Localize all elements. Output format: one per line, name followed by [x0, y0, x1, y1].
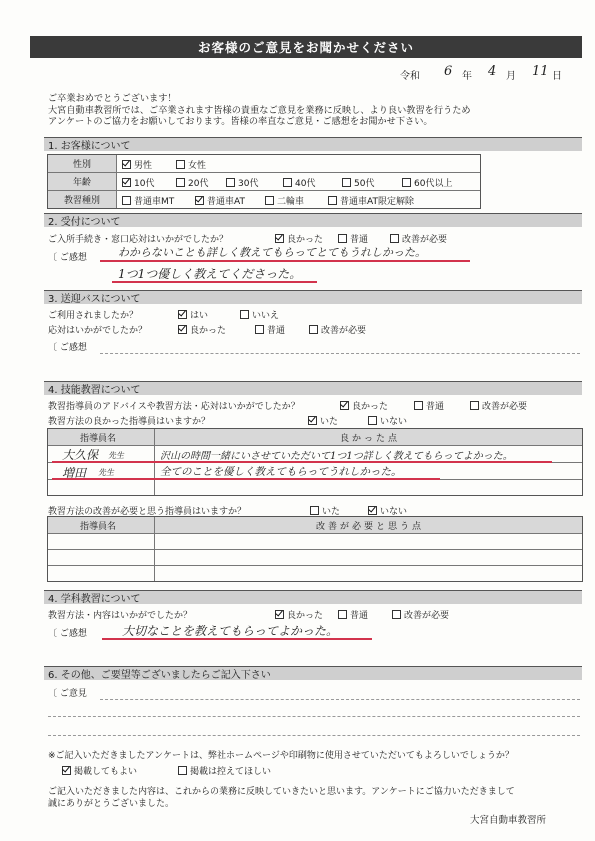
date-year-unit: 年 [462, 71, 472, 82]
section-1-heading: 1. お客様について [44, 137, 582, 151]
skill-question: 教習指導員のアドバイスや教習方法・応対はいかがでしたか？ [48, 402, 300, 412]
col-instructor-name: 指導員名 [79, 434, 116, 444]
age-30s-option[interactable]: 30代 [226, 176, 258, 189]
underline [102, 638, 372, 640]
improve-instructor-yes-option[interactable]: いた [310, 504, 340, 517]
improve-instructor-question: 教習方法の改善が必要と思う指導員はいますか？ [48, 507, 247, 517]
good-instructor-yes-option[interactable]: いた [308, 414, 338, 427]
lecture-question: 教習方法・内容はいかがでしたか？ [48, 611, 193, 621]
date-day: 11 [532, 64, 549, 79]
company-name: 大宮自動車教習所 [470, 815, 547, 826]
lecture-comment: 大切なことを教えてもらってよかった。 [122, 624, 339, 638]
reception-comment-1: わからないことも詳しく教えてもらってとてもうれしかった。 [118, 246, 426, 259]
reception-good-option[interactable]: 良かった [275, 232, 323, 245]
comment-line [48, 735, 580, 736]
comment-line [100, 699, 580, 700]
col-good-points: 良かった点 [339, 434, 400, 444]
good-instructor-no-option[interactable]: いない [368, 414, 407, 427]
thanks-line-1: ご記入いただきました内容は、これからの業務に反映していきたいと思います。アンケートにご協力いただきまして [48, 787, 515, 797]
instructor-2-title: 先生 [98, 468, 114, 477]
instructor-1-name: 大久保 [62, 448, 99, 462]
date-day-unit: 日 [552, 71, 562, 82]
bus-improve-option[interactable]: 改善が必要 [309, 323, 366, 336]
comment-line [100, 353, 580, 354]
customer-info-table [47, 154, 481, 209]
age-20s-option[interactable]: 20代 [176, 176, 208, 189]
gender-label: 性別 [48, 155, 116, 172]
bus-normal-option[interactable]: 普通 [255, 323, 285, 336]
col-improve-points: 改善が必要と思う点 [315, 522, 424, 532]
publish-notice: ※ご記入いただきましたアンケートは、弊社ホームページや印刷物に使用させていただいてもよろしいでしょうか？ [48, 751, 514, 761]
bus-usage-question: ご利用されましたか？ [48, 311, 139, 321]
lecture-improve-option[interactable]: 改善が必要 [392, 608, 449, 621]
thanks-text [48, 786, 588, 810]
reception-improve-option[interactable]: 改善が必要 [390, 232, 447, 245]
type-at-release-option[interactable]: 普通車AT限定解除 [328, 194, 414, 207]
publish-yes-option[interactable]: 掲載してもよい [62, 764, 137, 777]
intro-line-2: 大宮自動車教習所では、ご卒業されます皆様の貴重なご意見を業務に反映し、より良い教習を行うため [48, 104, 471, 116]
section-2-heading: 2. 受付について [44, 213, 582, 227]
date-year: 6 [444, 64, 453, 79]
date-era: 令和 [400, 71, 420, 82]
age-50s-option[interactable]: 50代 [342, 176, 374, 189]
age-60s-option[interactable]: 60代以上 [402, 176, 452, 189]
publish-no-option[interactable]: 掲載は控えてほしい [178, 764, 271, 777]
lecture-comment-label: 〔 ご感想 [48, 629, 87, 639]
underline [112, 281, 317, 283]
date-row [400, 64, 580, 83]
reception-normal-option[interactable]: 普通 [338, 232, 368, 245]
underline [52, 478, 440, 480]
reception-comment-2: 1つ1つ優しく教えてくださった。 [118, 267, 302, 281]
improve-instructor-table [47, 516, 583, 582]
age-label: 年齢 [48, 173, 116, 190]
improve-instructor-no-option[interactable]: いない [368, 504, 407, 517]
request-comment-label: 〔 ご意見 [48, 689, 87, 699]
intro-line-1: ご卒業おめでとうございます！ [48, 93, 177, 104]
underline [100, 260, 470, 262]
bus-used-yes-option[interactable]: はい [178, 308, 208, 321]
section-3-heading: 3. 送迎バスについて [44, 290, 582, 304]
lecture-normal-option[interactable]: 普通 [338, 608, 368, 621]
gender-female-option[interactable]: 女性 [176, 158, 206, 171]
type-motorcycle-option[interactable]: 二輪車 [265, 194, 304, 207]
type-label: 教習種別 [48, 191, 116, 208]
section-6-heading: 6. その他、ご要望等ございましたらご記入下さい [44, 666, 582, 680]
skill-good-option[interactable]: 良かった [340, 399, 388, 412]
date-month: 4 [488, 64, 497, 79]
underline [52, 461, 552, 463]
bus-good-option[interactable]: 良かった [178, 323, 226, 336]
instructor-2-name: 増田 [62, 466, 87, 480]
section-4-heading: 4. 技能教習について [44, 381, 582, 395]
female-checkbox[interactable] [176, 160, 185, 169]
bus-service-question: 応対はいかがでしたか？ [48, 326, 148, 336]
instructor-1-title: 先生 [108, 451, 124, 460]
skill-normal-option[interactable]: 普通 [414, 399, 444, 412]
reception-comment-label: 〔 ご感想 [48, 253, 87, 263]
col-instructor-name: 指導員名 [79, 522, 116, 532]
bus-comment-label: 〔 ご感想 [48, 343, 87, 353]
good-instructor-question: 教習方法の良かった指導員はいますか？ [48, 417, 211, 427]
date-month-unit: 月 [506, 71, 516, 82]
instructor-2-comment: 全てのことを優しく教えてもらってうれしかった。 [160, 466, 402, 478]
reception-question: ご入所手続き・窓口応対はいかがでしたか？ [48, 235, 229, 245]
type-mt-option[interactable]: 普通車MT [122, 194, 174, 207]
age-10s-option[interactable]: 10代 [122, 176, 154, 189]
comment-line [48, 716, 580, 717]
bus-used-no-option[interactable]: いいえ [240, 308, 279, 321]
gender-male-option[interactable]: 男性 [122, 158, 152, 171]
lecture-good-option[interactable]: 良かった [275, 608, 323, 621]
thanks-line-2: 誠にありがとうございました。 [48, 799, 175, 809]
type-at-option[interactable]: 普通車AT [195, 194, 245, 207]
instructor-1-comment: 沢山の時間一緒にいさせていただいて1つ1つ詳しく教えてもらってよかった。 [160, 451, 513, 462]
skill-improve-option[interactable]: 改善が必要 [470, 399, 527, 412]
intro-line-3: アンケートのご協力をお願いしております。皆様の率直なご意見・ご感想をお聞かせ下さい。 [48, 116, 433, 127]
intro-text [48, 93, 588, 128]
page-title: お客様のご意見をお聞かせください [30, 36, 582, 58]
male-checkbox[interactable] [122, 160, 131, 169]
section-5-heading: 4. 学科教習について [44, 590, 582, 604]
age-40s-option[interactable]: 40代 [283, 176, 315, 189]
